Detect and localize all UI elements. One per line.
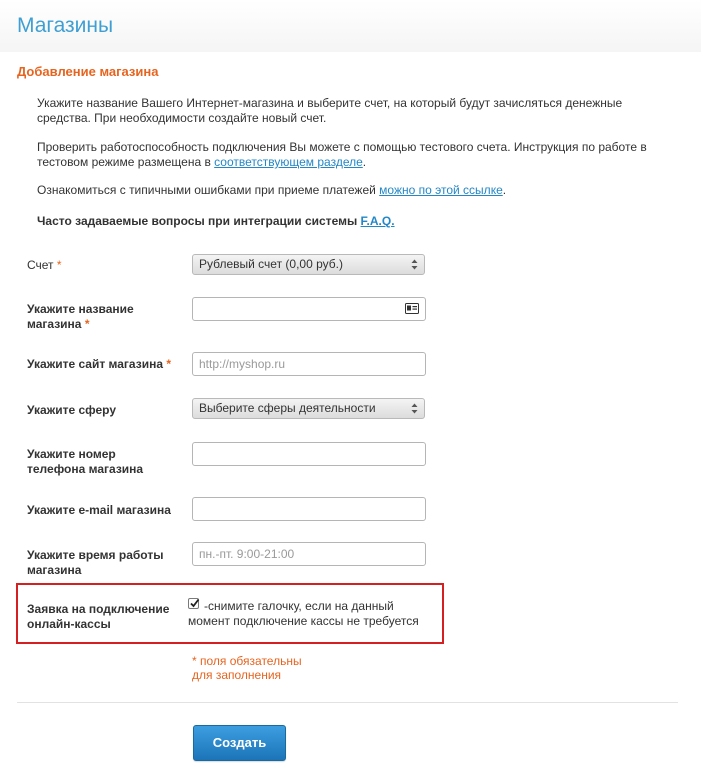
intro-paragraph-3-end: . xyxy=(502,183,507,197)
intro-paragraph-2-text: Проверить работоспособность подключения Вы можете с помощью тестового счета. Инструкция по работе в тестовом режиме размещена в xyxy=(37,140,647,169)
phone-input[interactable] xyxy=(192,442,426,466)
hours-input-placeholder: пн.-пт. 9:00-21:00 xyxy=(199,547,295,561)
required-fields-note: * поля обязательны для заполнения xyxy=(192,654,302,682)
required-asterisk: * xyxy=(84,317,90,331)
section-title: Добавление магазина xyxy=(17,64,159,79)
intro-paragraph-2 xyxy=(37,140,677,170)
site-label-text: Укажите сайт магазина xyxy=(27,357,164,371)
sphere-label: Укажите сферу xyxy=(27,403,116,417)
site-label xyxy=(27,357,192,372)
test-mode-section-link[interactable]: соответствующем разделе xyxy=(214,155,363,169)
required-asterisk: * xyxy=(56,258,62,272)
create-button[interactable]: Создать xyxy=(193,725,286,761)
shop-name-label-text: Укажите название магазина xyxy=(27,302,134,331)
faq-text: Часто задаваемые вопросы при интеграции системы xyxy=(37,214,361,228)
hours-label: Укажите время работы магазина xyxy=(27,548,164,577)
divider xyxy=(17,702,678,703)
intro-paragraph-2-end: . xyxy=(362,155,367,169)
select-arrows-icon xyxy=(411,258,418,271)
kassa-hint: -снимите галочку, если на данный момент подключение кассы не требуется xyxy=(188,599,419,628)
account-select[interactable] xyxy=(192,254,425,275)
sphere-select-value: Выберите сферы деятельности xyxy=(199,401,376,415)
sphere-select[interactable] xyxy=(192,398,425,419)
shop-name-input[interactable] xyxy=(192,297,426,321)
intro-paragraph-3-text: Ознакомиться с типичными ошибками при приеме платежей xyxy=(37,183,380,197)
kassa-label: Заявка на подключение онлайн-кассы xyxy=(27,602,170,631)
account-label xyxy=(27,258,187,273)
intro-paragraph-1: Укажите название Вашего Интернет-магазина и выберите счет, на который будут зачисляться денежные средства. При необходимости создайте новый счет. xyxy=(37,96,623,125)
site-input-placeholder: http://myshop.ru xyxy=(199,357,286,371)
faq-line xyxy=(37,214,395,228)
faq-link[interactable]: F.A.Q. xyxy=(360,214,395,228)
required-asterisk: * xyxy=(166,357,172,371)
shop-name-label xyxy=(27,302,187,332)
email-label: Укажите e-mail магазина xyxy=(27,503,171,517)
contact-card-icon xyxy=(405,303,419,314)
hours-input[interactable] xyxy=(192,542,426,566)
account-select-value: Рублевый счет (0,00 руб.) xyxy=(199,257,343,271)
site-input[interactable] xyxy=(192,352,426,376)
intro-paragraph-3 xyxy=(37,183,677,198)
email-input[interactable] xyxy=(192,497,426,521)
account-label-text: Счет xyxy=(27,258,54,272)
select-arrows-icon xyxy=(411,402,418,415)
phone-label: Укажите номер телефона магазина xyxy=(27,447,144,476)
page-title: Магазины xyxy=(17,14,114,37)
typical-errors-link[interactable]: можно по этой ссылке xyxy=(379,183,503,197)
page-header xyxy=(0,0,701,52)
